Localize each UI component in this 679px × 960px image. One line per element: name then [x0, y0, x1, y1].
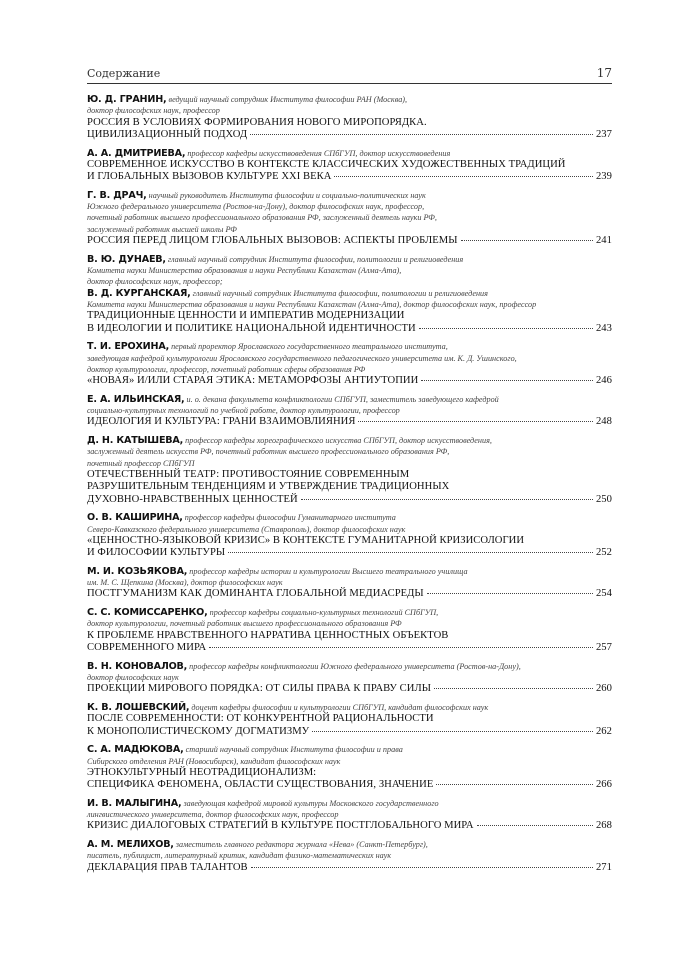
article-title[interactable]: В ИДЕОЛОГИИ И ПОЛИТИКЕ НАЦИОНАЛЬНОЙ ИДЕНТИЧНОСТИ: [87, 322, 416, 334]
dot-leader: [228, 552, 593, 553]
author-affiliation: главный научный сотрудник Института философии, политологии и религиоведения: [167, 254, 464, 264]
author-affiliation: заместитель главного редактора журнала «Нева» (Санкт-Петербург),: [175, 840, 428, 850]
author-name: А. А. ДМИТРИЕВА,: [87, 147, 186, 159]
article-title-line[interactable]: [87, 630, 612, 642]
dot-leader: [421, 380, 593, 381]
article-page[interactable]: 239: [595, 171, 612, 183]
article-title-line[interactable]: [87, 310, 612, 322]
article-title[interactable]: РОССИЯ В УСЛОВИЯХ ФОРМИРОВАНИЯ НОВОГО МИРОПОРЯДКА.: [87, 116, 427, 128]
author-line: [87, 809, 612, 820]
article-page[interactable]: 241: [595, 235, 612, 247]
author-affiliation: профессор кафедры хореографического искусства СПбГУП, доктор искусствоведения,: [185, 436, 492, 446]
article-title[interactable]: ИДЕОЛОГИЯ И КУЛЬТУРА: ГРАНИ ВЗАИМОВЛИЯНИЯ: [87, 416, 356, 428]
dot-leader: [312, 731, 593, 732]
author-line: [87, 341, 612, 352]
author-name: В. Д. КУРГАНСКАЯ,: [87, 287, 191, 299]
article-title[interactable]: ЦИВИЛИЗАЦИОННЫЙ ПОДХОД: [87, 128, 248, 140]
author-name: В. Н. КОНОВАЛОВ,: [87, 660, 188, 672]
author-name: С. С. КОМИССАРЕНКО,: [87, 607, 208, 619]
author-line: [87, 744, 612, 755]
author-affiliation: им. М. С. Щепкина (Москва), доктор философских наук: [87, 578, 283, 588]
author-affiliation: доктор философских наук, профессор;: [87, 277, 223, 287]
article-title-line[interactable]: [87, 129, 612, 141]
author-line: [87, 405, 612, 416]
article-title-line[interactable]: [87, 469, 612, 481]
author-name: С. А. МАДЮКОВА,: [87, 744, 184, 756]
article-page[interactable]: 262: [595, 725, 612, 737]
author-line: [87, 446, 612, 457]
author-affiliation: заведующая кафедрой культурологии Ярославского государственного педагогического университета им. К. Д. Ушинского,: [87, 353, 517, 363]
author-affiliation: профессор кафедры конфликтологии Южного федерального университета (Ростов-на-Дону),: [189, 661, 521, 671]
toc-page: [87, 66, 612, 880]
author-affiliation: научный руководитель Института философии и социально-политических наук: [148, 190, 426, 200]
author-affiliation: профессор кафедры истории и культурологии Высшего театрального училища: [189, 566, 468, 576]
article-title[interactable]: СОВРЕМЕННОЕ ИСКУССТВО В КОНТЕКСТЕ КЛАССИЧЕСКИХ ХУДОЖЕСТВЕННЫХ ТРАДИЦИЙ: [87, 158, 566, 170]
author-affiliation: Сибирского отделения РАН (Новосибирск), кандидат философских наук: [87, 756, 341, 766]
dot-leader: [209, 647, 593, 648]
author-affiliation: первый проректор Ярославского государственного театрального института,: [171, 342, 448, 352]
toc-entry[interactable]: [87, 839, 612, 874]
author-affiliation: профессор кафедры философии Гуманитарного института: [184, 513, 396, 523]
toc-entry[interactable]: [87, 744, 612, 791]
article-title-line[interactable]: [87, 547, 612, 559]
author-line: [87, 435, 612, 446]
author-line: [87, 458, 612, 469]
author-affiliation: почетный работник высшего профессионального образования РФ, заслуженный деятель науки РФ,: [87, 213, 437, 223]
author-name: Д. Н. КАТЫШЕВА,: [87, 435, 184, 447]
article-title[interactable]: РОССИЯ ПЕРЕД ЛИЦОМ ГЛОБАЛЬНЫХ ВЫЗОВОВ: АСПЕКТЫ ПРОБЛЕМЫ: [87, 235, 458, 247]
toc-entry[interactable]: [87, 702, 612, 738]
article-page[interactable]: 243: [595, 322, 612, 334]
dot-leader: [251, 867, 593, 868]
author-name: Т. И. ЕРОХИНА,: [87, 341, 170, 353]
author-name: Е. А. ИЛЬИНСКАЯ,: [87, 393, 185, 405]
author-line: [87, 148, 612, 159]
author-affiliation: Комитета науки Министерства образования и науки Республики Казахстан (Алма-Ата),: [87, 266, 402, 276]
article-title[interactable]: И ФИЛОСОФИИ КУЛЬТУРЫ: [87, 547, 226, 559]
article-title-line[interactable]: [87, 820, 612, 832]
author-affiliation: писатель, публицист, литературный критик, кандидат физико-математических наук: [87, 851, 392, 861]
author-affiliation: доцент кафедры философии и культурологии СПбГУП, кандидат философских наук: [191, 702, 489, 712]
author-affiliation: старший научный сотрудник Института философии и права: [185, 745, 403, 755]
author-name: В. Ю. ДУНАЕВ,: [87, 253, 166, 265]
article-title[interactable]: РАЗРУШИТЕЛЬНЫМ ТЕНДЕНЦИЯМ И УТВЕРЖДЕНИЕ ТРАДИЦИОННЫХ: [87, 481, 450, 493]
author-line: [87, 607, 612, 618]
article-page[interactable]: 246: [595, 375, 612, 387]
article-page[interactable]: 252: [595, 547, 612, 559]
author-affiliation: заведующая кафедрой мировой культуры Московского государственного: [183, 798, 439, 808]
dot-leader: [477, 825, 593, 826]
author-affiliation: Северо-Кавказского федерального университета (Ставрополь), доктор философских наук: [87, 524, 406, 534]
author-line: [87, 661, 612, 672]
page-number: 17: [596, 66, 612, 80]
article-title-line[interactable]: [87, 588, 612, 600]
author-line: [87, 254, 612, 265]
dot-leader: [250, 134, 593, 135]
article-title-line[interactable]: [87, 683, 612, 695]
section-title: Содержание: [87, 67, 161, 80]
author-affiliation: доктор культурологии, почетный работник высшего профессионального образования РФ: [87, 619, 402, 629]
author-line: [87, 224, 612, 235]
article-title-line[interactable]: [87, 323, 612, 335]
author-line: [87, 353, 612, 364]
article-title[interactable]: ДЕКЛАРАЦИЯ ПРАВ ТАЛАНТОВ: [87, 861, 248, 873]
toc-entries: [87, 94, 612, 874]
author-name: О. В. КАШИРИНА,: [87, 512, 183, 524]
author-name: А. М. МЕЛИХОВ,: [87, 839, 174, 851]
author-line: [87, 756, 612, 767]
article-page[interactable]: 248: [595, 416, 612, 428]
dot-leader: [434, 688, 593, 689]
article-page[interactable]: 266: [595, 779, 612, 791]
toc-entry[interactable]: [87, 148, 612, 184]
author-line: [87, 524, 612, 535]
dot-leader: [427, 593, 593, 594]
toc-entry[interactable]: [87, 435, 612, 506]
author-line: [87, 577, 612, 588]
article-title-line[interactable]: [87, 862, 612, 874]
article-title[interactable]: К МОНОПОЛИСТИЧЕСКОМУ ДОГМАТИЗМУ: [87, 725, 310, 737]
toc-entry[interactable]: [87, 512, 612, 559]
article-page[interactable]: 268: [595, 820, 612, 832]
author-line: [87, 364, 612, 375]
toc-entry[interactable]: [87, 661, 612, 696]
article-title[interactable]: К ПРОБЛЕМЕ НРАВСТВЕННОГО НАРРАТИВА ЦЕННОСТНЫХ ОБЪЕКТОВ: [87, 629, 449, 641]
article-title-line[interactable]: [87, 375, 612, 387]
author-affiliation: ведущий научный сотрудник Института философии РАН (Москва),: [168, 95, 408, 104]
author-line: [87, 265, 612, 276]
author-name: Г. В. ДРАЧ,: [87, 189, 147, 201]
article-title[interactable]: ПОСЛЕ СОВРЕМЕННОСТИ: ОТ КОНКУРЕНТНОЙ РАЦИОНАЛЬНОСТИ: [87, 713, 434, 725]
article-page[interactable]: 260: [595, 683, 612, 695]
article-title-line[interactable]: [87, 535, 612, 547]
author-affiliation: Южного федерального университета (Ростов-на-Дону), доктор философских наук, профессор,: [87, 202, 425, 212]
author-line: [87, 672, 612, 683]
article-page[interactable]: 271: [595, 861, 612, 873]
author-line: [87, 212, 612, 223]
article-title-line[interactable]: [87, 713, 612, 725]
author-affiliation: главный научный сотрудник Института философии, политологии и религиоведения: [192, 288, 488, 298]
author-affiliation: доктор культурологии, профессор, почетный работник сферы образования РФ: [87, 364, 366, 374]
toc-entry[interactable]: [87, 190, 612, 247]
dot-leader: [301, 499, 593, 500]
author-affiliation: Комитета науки Министерства образования и науки Республики Казахстан (Алма-Ата), доктор философских наук, профессор: [87, 299, 537, 309]
author-line: [87, 566, 612, 577]
article-title-line[interactable]: [87, 481, 612, 493]
toc-entry[interactable]: [87, 607, 612, 654]
author-line: [87, 190, 612, 201]
author-affiliation: лингвистического университета, доктор философских наук, профессор: [87, 810, 339, 820]
author-line: [87, 618, 612, 629]
article-title[interactable]: ПРОЕКЦИИ МИРОВОГО ПОРЯДКА: ОТ СИЛЫ ПРАВА К ПРАВУ СИЛЫ: [87, 683, 431, 695]
author-affiliation: заслуженный деятель искусств РФ, почетный работник высшего профессионального образования РФ,: [87, 447, 450, 457]
toc-entry[interactable]: [87, 254, 612, 335]
article-title-line[interactable]: [87, 779, 612, 791]
article-title-line[interactable]: [87, 726, 612, 738]
toc-entry[interactable]: [87, 798, 612, 833]
article-title[interactable]: ТРАДИЦИОННЫЕ ЦЕННОСТИ И ИМПЕРАТИВ МОДЕРНИЗАЦИИ: [87, 310, 405, 322]
author-affiliation: и. о. декана факультета конфликтологии СПбГУП, заместитель заведующего кафедрой: [186, 394, 499, 404]
author-affiliation: почетный профессор СПбГУП: [87, 458, 195, 468]
article-title-line[interactable]: [87, 235, 612, 247]
author-line: [87, 394, 612, 405]
author-affiliation: профессор кафедры социально-культурных технологий СПбГУП,: [209, 608, 439, 618]
article-title-line[interactable]: [87, 159, 612, 171]
dot-leader: [419, 328, 593, 329]
article-page[interactable]: 250: [595, 493, 612, 505]
article-title-line[interactable]: [87, 117, 612, 129]
dot-leader: [334, 176, 593, 177]
dot-leader: [461, 240, 593, 241]
author-line: [87, 299, 612, 310]
author-line: [87, 512, 612, 523]
author-line: [87, 839, 612, 850]
author-name: И. В. МАЛЫГИНА,: [87, 797, 182, 809]
author-affiliation: социально-культурных технологий по учебной работе, доктор культурологии, профессор: [87, 406, 400, 416]
author-line: [87, 276, 612, 287]
article-title-line[interactable]: [87, 642, 612, 654]
article-title[interactable]: ДУХОВНО-НРАВСТВЕННЫХ ЦЕННОСТЕЙ: [87, 493, 298, 505]
running-header: [87, 66, 612, 84]
toc-entry[interactable]: [87, 341, 612, 387]
article-page[interactable]: 237: [595, 128, 612, 140]
author-name: Ю. Д. ГРАНИН,: [87, 94, 167, 105]
article-title-line[interactable]: [87, 171, 612, 183]
article-title-line[interactable]: [87, 416, 612, 428]
author-name: М. И. КОЗЬЯКОВА,: [87, 565, 188, 577]
dot-leader: [358, 421, 592, 422]
author-affiliation: заслуженный работник высшей школы РФ: [87, 224, 237, 234]
author-affiliation: доктор философских наук, профессор: [87, 106, 220, 116]
article-title[interactable]: ОТЕЧЕСТВЕННЫЙ ТЕАТР: ПРОТИВОСТОЯНИЕ СОВРЕМЕННЫМ: [87, 468, 410, 480]
article-title-line[interactable]: [87, 767, 612, 779]
article-page[interactable]: 254: [595, 588, 612, 600]
article-title[interactable]: «НОВАЯ» И/ИЛИ СТАРАЯ ЭТИКА: МЕТАМОРФОЗЫ АНТИУТОПИИ: [87, 375, 419, 387]
article-title[interactable]: КРИЗИС ДИАЛОГОВЫХ СТРАТЕГИЙ В КУЛЬТУРЕ ПОСТГЛОБАЛЬНОГО МИРА: [87, 820, 474, 832]
article-title-line[interactable]: [87, 494, 612, 506]
article-title[interactable]: СПЕЦИФИКА ФЕНОМЕНА, ОБЛАСТИ СУЩЕСТВОВАНИЯ, ЗНАЧЕНИЕ: [87, 779, 434, 791]
author-affiliation: доктор философских наук: [87, 672, 179, 682]
article-title[interactable]: «ЦЕННОСТНО-ЯЗЫКОВОЙ КРИЗИС» В КОНТЕКСТЕ ГУМАНИТАРНОЙ КРИЗИСОЛОГИИ: [87, 534, 525, 546]
toc-entry[interactable]: [87, 94, 612, 141]
author-line: [87, 201, 612, 212]
dot-leader: [436, 784, 593, 785]
author-affiliation: профессор кафедры искусствоведения СПбГУП, доктор искусствоведения: [187, 148, 451, 158]
article-title[interactable]: ПОСТГУМАНИЗМ КАК ДОМИНАНТА ГЛОБАЛЬНОЙ МЕДИАСРЕДЫ: [87, 588, 424, 600]
author-line: [87, 798, 612, 809]
author-line: [87, 105, 612, 116]
author-line: [87, 288, 612, 299]
article-page[interactable]: 257: [595, 641, 612, 653]
article-title[interactable]: СОВРЕМЕННОГО МИРА: [87, 641, 207, 653]
author-line: [87, 94, 612, 105]
author-line: [87, 850, 612, 861]
toc-entry[interactable]: [87, 394, 612, 429]
article-title[interactable]: ЭТНОКУЛЬТУРНЫЙ НЕОТРАДИЦИОНАЛИЗМ:: [87, 766, 317, 778]
toc-entry[interactable]: [87, 566, 612, 601]
article-title[interactable]: И ГЛОБАЛЬНЫХ ВЫЗОВОВ КУЛЬТУРЕ XXI ВЕКА: [87, 171, 332, 183]
author-name: К. В. ЛОШЕВСКИЙ,: [87, 701, 190, 713]
author-line: [87, 702, 612, 713]
